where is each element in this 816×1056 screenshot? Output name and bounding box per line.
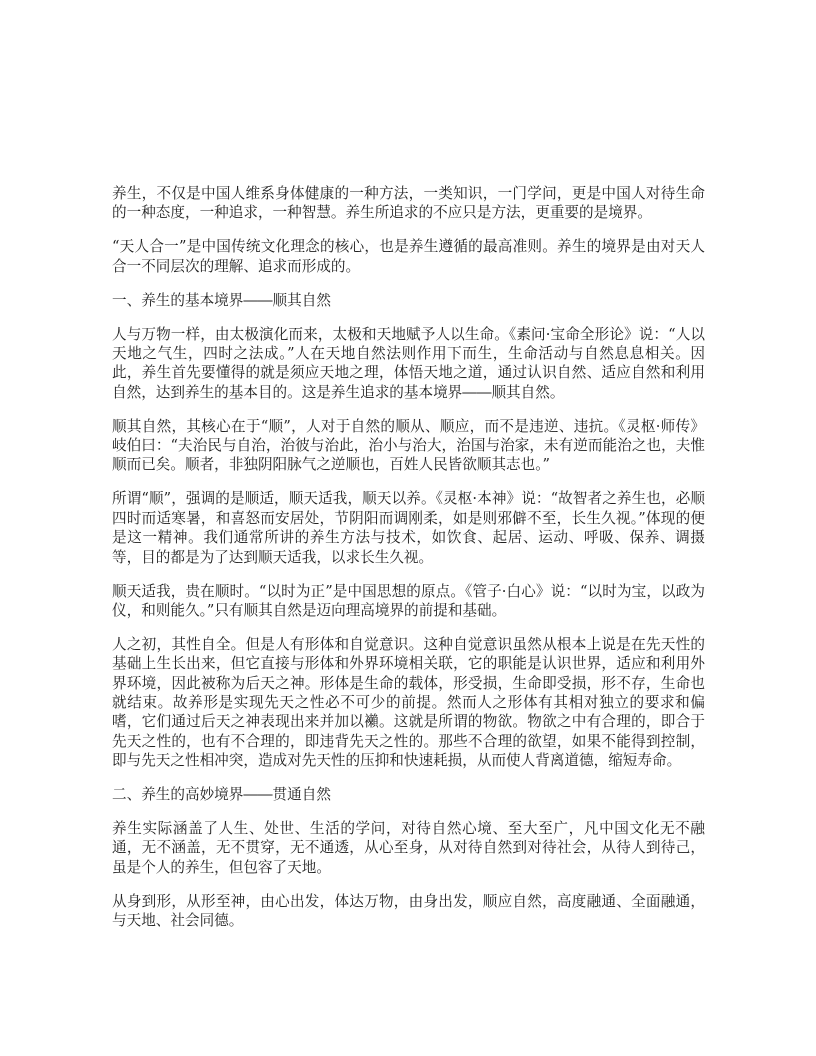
section2-paragraph-1: 养生实际涵盖了人生、处世、生活的学问，对待自然心境、至大至广，凡中国文化无不融通，无不涵盖，无不贯穿，无不通透，从心至身，从对待自然到对待社会，从待人到待己，虽是个人的养生，但包容了天地。 [112,820,705,876]
section1-paragraph-3: 所谓“顺”，强调的是顺适，顺天适我，顺天以养。《灵枢·本神》说：“故智者之养生也，必顺四时而适寒暑，和喜怒而安居处，节阴阳而调刚柔，如是则邪僻不至，长生久视。”体现的便是这一精神。我们通常所讲的养生方法与技术，如饮食、起居、运动、呼吸、保养、调摄等，目的都是为了达到顺天适我，以求长生久视。 [112,490,705,566]
section-heading-2: 二、养生的高妙境界――贯通自然 [112,786,331,804]
section-heading-1: 一、养生的基本境界――顺其自然 [112,291,331,309]
document-text-body [112,184,705,931]
tianrenheyi-paragraph: “天人合一”是中国传统文化理念的核心，也是养生遵循的最高准则。养生的境界是由对天人合一不同层次的理解、追求而形成的。 [112,238,705,275]
section1-paragraph-1: 人与万物一样，由太极演化而来，太极和天地赋予人以生命。《素问·宝命全形论》说：“人以天地之气生，四时之法成。”人在天地自然法则作用下而生，生命活动与自然息息相关。因此，养生首先要懂得的就是须应天地之理，体悟天地之道，通过认识自然、适应自然和利用自然，达到养生的基本目的。这是养生追求的基本境界――顺其自然。 [112,325,705,401]
intro-paragraph: 养生，不仅是中国人维系身体健康的一种方法，一类知识，一门学问，更是中国人对待生命的一种态度，一种追求，一种智慧。养生所追求的不应只是方法，更重要的是境界。 [112,185,705,222]
section1-paragraph-4: 顺天适我，贵在顺时。“以时为正”是中国思想的原点。《管子·白心》说：“以时为宝，以政为仪，和则能久。”只有顺其自然是迈向理高境界的前提和基础。 [112,582,705,619]
section1-paragraph-2: 顺其自然，其核心在于“顺”，人对于自然的顺从、顺应，而不是违逆、违抗。《灵枢·师传》岐伯曰：“夫治民与自治，治彼与治此，治小与治大，治国与治家，未有逆而能治之也，夫惟顺而已矣。顺者，非独阴阳脉气之逆顺也，百姓人民皆欲顺其志也。” [112,417,705,474]
section2-paragraph-2: 从身到形，从形至神，由心出发，体达万物，由身出发，顺应自然，高度融通、全面融通，与天地、社会同德。 [112,892,705,930]
section1-paragraph-5: 人之初，其性自全。但是人有形体和自觉意识。这种自觉意识虽然从根本上说是在先天性的基础上生长出来，但它直接与形体和外界环境相关联，它的职能是认识世界，适应和利用外界环境，因此被称为后天之神。形体是生命的载体，形受损，生命即受损，形不存，生命也就结束。故养形是实现先天之性必不可少的前提。然而人之形体有其相对独立的要求和偏嗜，它们通过后天之神表现出来并加以襰。这就是所谓的物欲。物欲之中有合理的，即合于先天之性的，也有不合理的，即违背先天之性的。那些不合理的欲望，如果不能得到控制，即与先天之性相冲突，造成对先天性的压抑和快速耗损，从而使人背离道德，缩短寿命。 [112,635,705,770]
